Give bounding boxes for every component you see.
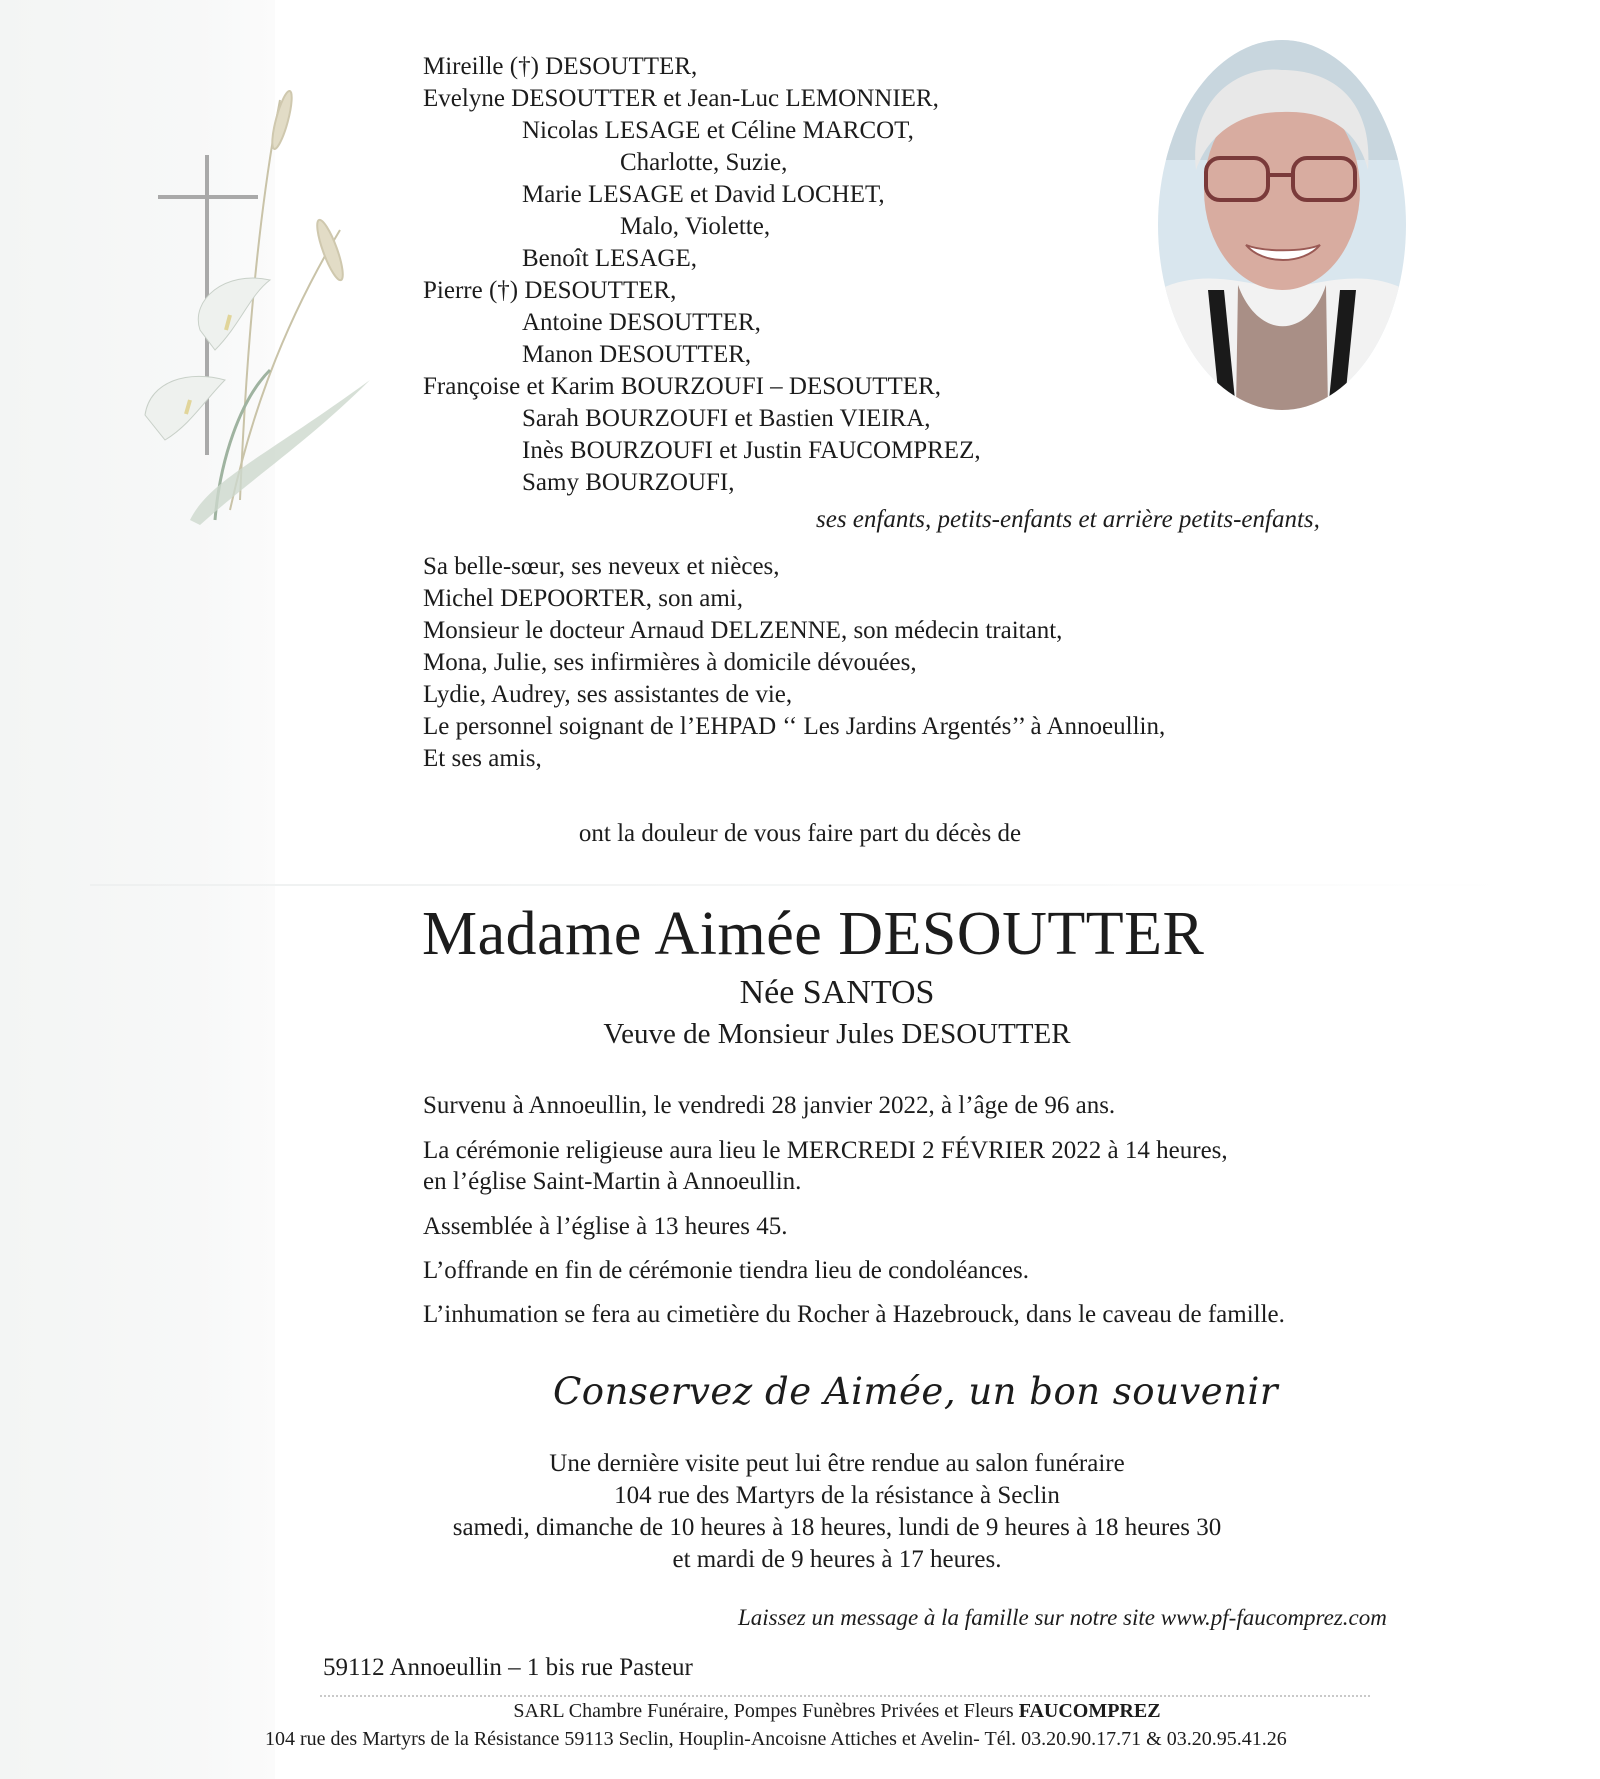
fold-line <box>90 884 1510 886</box>
ceremony-detail-line: en l’église Saint-Martin à Annoeullin. <box>423 1168 802 1195</box>
keepsake-phrase: Conservez de Aimée, un bon souvenir <box>553 1370 1279 1413</box>
family-member-line: Antoine DESOUTTER, <box>522 309 761 336</box>
family-member-line: Samy BOURZOUFI, <box>522 469 735 496</box>
mourner-line: Monsieur le docteur Arnaud DELZENNE, son médecin traitant, <box>423 617 1063 644</box>
family-member-line: Nicolas LESAGE et Céline MARCOT, <box>522 117 914 144</box>
family-member-line: Marie LESAGE et David LOCHET, <box>522 181 885 208</box>
site-message: Laissez un message à la famille sur notre site www.pf-faucomprez.com <box>738 1605 1387 1630</box>
visit-line: Une dernière visite peut lui être rendue au salon funéraire <box>549 1450 1125 1477</box>
widow-of: Veuve de Monsieur Jules DESOUTTER <box>603 1018 1071 1050</box>
family-member-line: Françoise et Karim BOURZOUFI – DESOUTTER, <box>423 373 941 400</box>
mourner-line: Lydie, Audrey, ses assistantes de vie, <box>423 681 793 708</box>
visit-line: 104 rue des Martyrs de la résistance à Seclin <box>614 1482 1060 1509</box>
family-member-line: Inès BOURZOUFI et Justin FAUCOMPREZ, <box>522 437 981 464</box>
family-member-line: Malo, Violette, <box>620 213 771 240</box>
footer-company-name: FAUCOMPREZ <box>1018 1700 1161 1722</box>
address: 59112 Annoeullin – 1 bis rue Pasteur <box>323 1654 693 1681</box>
visit-line: et mardi de 9 heures à 17 heures. <box>672 1546 1002 1573</box>
family-member-line: Manon DESOUTTER, <box>522 341 752 368</box>
family-member-line: Charlotte, Suzie, <box>620 149 788 176</box>
ceremony-detail-line: Assemblée à l’église à 13 heures 45. <box>423 1213 788 1240</box>
footer-company <box>0 1700 1600 1723</box>
deceased-name: Madame Aimée DESOUTTER <box>422 900 1205 968</box>
announcement: ont la douleur de vous faire part du décès de <box>578 820 1022 847</box>
cross-lily-decoration <box>130 80 390 540</box>
family-member-line: Evelyne DESOUTTER et Jean-Luc LEMONNIER, <box>423 85 939 112</box>
family-member-line: Pierre (†) DESOUTTER, <box>423 277 677 304</box>
portrait-photo <box>1158 40 1406 410</box>
birth-name: Née SANTOS <box>739 974 935 1011</box>
footer-company-prefix: SARL Chambre Funéraire, Pompes Funèbres Privées et Fleurs <box>513 1700 1019 1722</box>
family-relation: ses enfants, petits-enfants et arrière petits-enfants, <box>816 506 1320 533</box>
family-member-line: Sarah BOURZOUFI et Bastien VIEIRA, <box>522 405 931 432</box>
mourner-line: Et ses amis, <box>423 745 542 772</box>
mourner-line: Michel DEPOORTER, son ami, <box>423 585 744 612</box>
ceremony-detail-line: Survenu à Annoeullin, le vendredi 28 janvier 2022, à l’âge de 96 ans. <box>423 1092 1116 1119</box>
footer-contact: 104 rue des Martyrs de la Résistance 59113 Seclin, Houplin-Ancoisne Attiches et Avelin- Tél. 03.20.90.17.71 & 03.20.95.41.26 <box>265 1728 1287 1750</box>
family-member-line: Benoît LESAGE, <box>522 245 697 272</box>
ceremony-detail-line: La cérémonie religieuse aura lieu le MERCREDI 2 FÉVRIER 2022 à 14 heures, <box>423 1137 1228 1164</box>
visit-line: samedi, dimanche de 10 heures à 18 heures, lundi de 9 heures à 18 heures 30 <box>452 1514 1222 1541</box>
ceremony-detail-line: L’inhumation se fera au cimetière du Rocher à Hazebrouck, dans le caveau de famille. <box>423 1301 1285 1328</box>
ceremony-detail-line: L’offrande en fin de cérémonie tiendra lieu de condoléances. <box>423 1257 1029 1284</box>
mourner-line: Sa belle-sœur, ses neveux et nièces, <box>423 553 780 580</box>
mourner-line: Mona, Julie, ses infirmières à domicile dévouées, <box>423 649 917 676</box>
family-member-line: Mireille (†) DESOUTTER, <box>423 53 698 80</box>
calla-lily-icon <box>145 278 370 525</box>
footer-divider <box>320 1695 1370 1697</box>
mourner-line: Le personnel soignant de l’EHPAD ‘‘ Les Jardins Argentés’’ à Annoeullin, <box>423 713 1166 740</box>
